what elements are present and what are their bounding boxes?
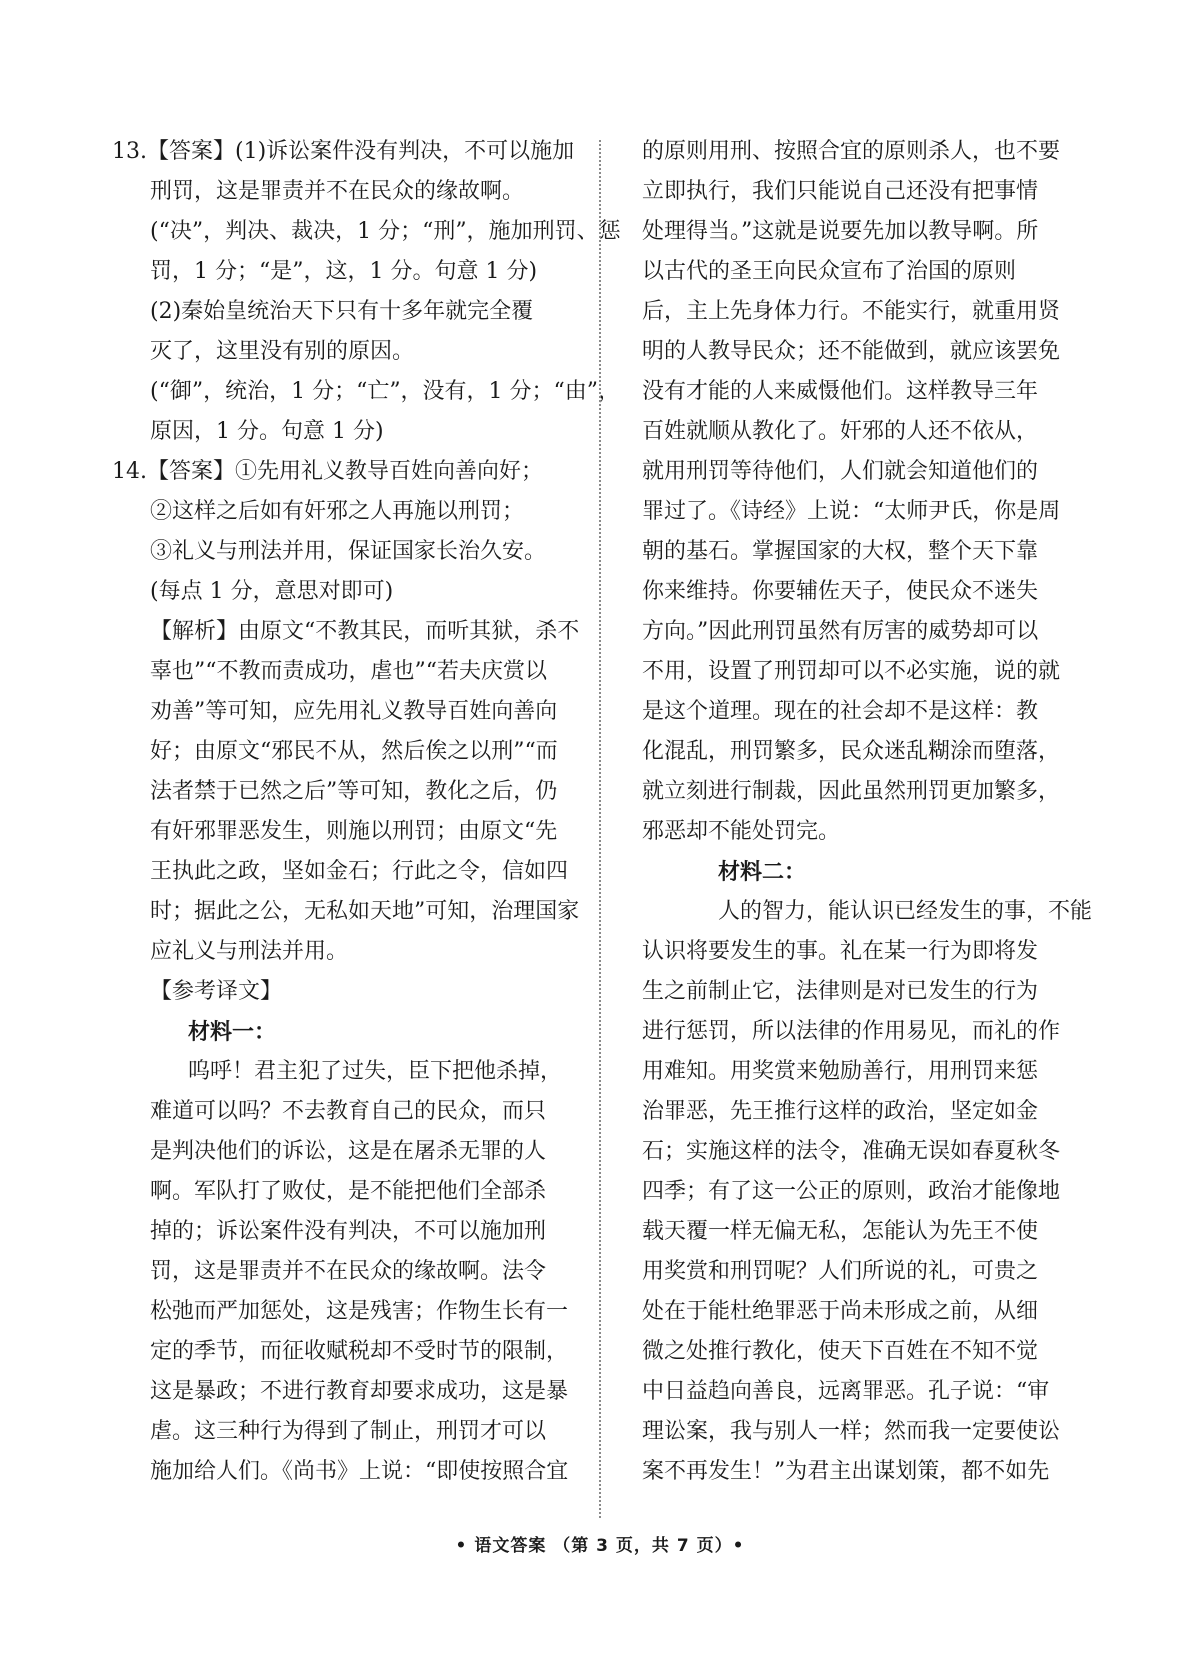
text-line: ③礼义与刑法并用，保证国家长治久安。 xyxy=(150,539,547,564)
text-line: 石；实施这样的法令，准确无误如春夏秋冬 xyxy=(642,1139,1061,1164)
text-line: 啊。军队打了败仗，是不能把他们全部杀 xyxy=(150,1179,547,1204)
text-line: 百姓就顺从教化了。奸邪的人还不依从， xyxy=(642,419,1039,444)
text-line: (“决”，判决、裁决，1 分；“刑”，施加刑罚、惩 xyxy=(150,219,621,244)
text-line: 以古代的圣王向民众宣布了治国的原则 xyxy=(642,259,1017,284)
text-line: 处在于能杜绝罪恶于尚未形成之前，从细 xyxy=(642,1299,1039,1324)
text-line: 【参考译文】 xyxy=(150,979,283,1004)
text-line: 后，主上先身体力行。不能实行，就重用贤 xyxy=(642,299,1061,324)
text-line: 罪过了。《诗经》上说：“太师尹氏，你是周 xyxy=(642,499,1061,524)
left-column xyxy=(112,132,621,1492)
text-line: 14.【答案】①先用礼义教导百姓向善向好； xyxy=(112,459,543,484)
text-line: 是判决他们的诉讼，这是在屠杀无罪的人 xyxy=(150,1139,547,1164)
text-line: (2)秦始皇统治天下只有十多年就完全覆 xyxy=(150,299,534,324)
text-line: 松弛而严加惩处，这是残害；作物生长有一 xyxy=(150,1299,569,1324)
text-line: 辜也”“不教而责成功，虐也”“若夫庆赏以 xyxy=(150,659,547,684)
text-line: 你来维持。你要辅佐天子，使民众不迷失 xyxy=(642,579,1039,604)
text-line: 微之处推行教化，使天下百姓在不知不觉 xyxy=(642,1339,1039,1364)
text-line: 施加给人们。《尚书》上说：“即使按照合宜 xyxy=(150,1459,569,1484)
page-footer: • 语文答案 （第 3 页，共 7 页）• xyxy=(455,1536,745,1556)
text-line: (“御”，统治，1 分；“亡”，没有，1 分；“由”， xyxy=(150,379,621,404)
text-line: 材料一： xyxy=(188,1019,277,1045)
text-line: 用难知。用奖赏来勉励善行，用刑罚来惩 xyxy=(642,1059,1039,1084)
text-line: 立即执行，我们只能说自己还没有把事情 xyxy=(642,179,1039,204)
text-line: 王执此之政，坚如金石；行此之令，信如四 xyxy=(150,859,569,884)
text-line: 方向。”因此刑罚虽然有厉害的威势却可以 xyxy=(642,619,1039,644)
text-line: 理讼案，我与别人一样；然而我一定要使讼 xyxy=(642,1419,1061,1444)
text-line: 进行惩罚，所以法律的作用易见，而礼的作 xyxy=(642,1019,1061,1044)
text-line: 没有才能的人来威慑他们。这样教导三年 xyxy=(642,379,1039,404)
text-line: (每点 1 分，意思对即可) xyxy=(150,579,394,604)
text-line: 人的智力，能认识已经发生的事，不能 xyxy=(718,899,1093,924)
text-line: 明的人教导民众；还不能做到，就应该罢免 xyxy=(642,339,1061,364)
text-line: 虐。这三种行为得到了制止，刑罚才可以 xyxy=(150,1419,547,1444)
text-line: 这是暴政；不进行教育却要求成功，这是暴 xyxy=(150,1379,569,1404)
text-line: 时；据此之公，无私如天地”可知，治理国家 xyxy=(150,899,580,924)
text-line: 认识将要发生的事。礼在某一行为即将发 xyxy=(642,939,1039,964)
text-line: 中日益趋向善良，远离罪恶。孔子说：“审 xyxy=(642,1379,1050,1404)
text-line: 13.【答案】(1)诉讼案件没有判决，不可以施加 xyxy=(112,139,575,164)
text-line: 材料二： xyxy=(718,859,807,885)
text-line: 的原则用刑、按照合宜的原则杀人，也不要 xyxy=(642,139,1061,164)
text-line: 应礼义与刑法并用。 xyxy=(150,939,349,964)
text-line: 用奖赏和刑罚呢？人们所说的礼，可贵之 xyxy=(642,1259,1039,1284)
text-line: 化混乱，刑罚繁多，民众迷乱糊涂而堕落， xyxy=(642,739,1061,764)
text-line: 原因，1 分。句意 1 分) xyxy=(150,419,384,444)
text-line: 朝的基石。掌握国家的大权，整个天下靠 xyxy=(642,539,1039,564)
text-line: 呜呼！君主犯了过失，臣下把他杀掉， xyxy=(188,1059,563,1084)
text-line: 生之前制止它，法律则是对已发生的行为 xyxy=(642,979,1039,1004)
text-line: 罚，这是罪责并不在民众的缘故啊。法令 xyxy=(150,1259,547,1284)
text-line: ②这样之后如有奸邪之人再施以刑罚； xyxy=(150,499,525,524)
text-line: 有奸邪罪恶发生，则施以刑罚；由原文“先 xyxy=(150,819,558,844)
text-line: 邪恶却不能处罚完。 xyxy=(642,819,841,844)
text-line: 掉的；诉讼案件没有判决，不可以施加刑 xyxy=(150,1219,547,1244)
text-line: 定的季节，而征收赋税却不受时节的限制， xyxy=(150,1339,569,1364)
text-line: 刑罚，这是罪责并不在民众的缘故啊。 xyxy=(150,179,525,204)
column-divider xyxy=(599,140,601,1518)
text-line: 劝善”等可知，应先用礼义教导百姓向善向 xyxy=(150,699,558,724)
text-line: 灭了，这里没有别的原因。 xyxy=(150,339,415,364)
text-line: 难道可以吗？不去教育自己的民众，而只 xyxy=(150,1099,547,1124)
text-line: 就立刻进行制裁，因此虽然刑罚更加繁多， xyxy=(642,779,1061,804)
right-column xyxy=(642,132,1097,1492)
text-line: 好；由原文“邪民不从，然后俟之以刑”“而 xyxy=(150,739,558,764)
text-line: 就用刑罚等待他们，人们就会知道他们的 xyxy=(642,459,1039,484)
text-line: 治罪恶，先王推行这样的政治，坚定如金 xyxy=(642,1099,1039,1124)
text-line: 罚，1 分；“是”，这，1 分。句意 1 分) xyxy=(150,259,538,284)
text-line: 不用，设置了刑罚却可以不必实施，说的就 xyxy=(642,659,1061,684)
text-line: 是这个道理。现在的社会却不是这样：教 xyxy=(642,699,1039,724)
text-line: 【解析】由原文“不教其民，而听其狱，杀不 xyxy=(150,619,580,644)
text-line: 案不再发生！”为君主出谋划策，都不如先 xyxy=(642,1459,1050,1484)
text-line: 法者禁于已然之后”等可知，教化之后，仍 xyxy=(150,779,558,804)
text-line: 四季；有了这一公正的原则，政治才能像地 xyxy=(642,1179,1061,1204)
text-line: 载天覆一样无偏无私，怎能认为先王不使 xyxy=(642,1219,1039,1244)
text-line: 处理得当。”这就是说要先加以教导啊。所 xyxy=(642,219,1039,244)
